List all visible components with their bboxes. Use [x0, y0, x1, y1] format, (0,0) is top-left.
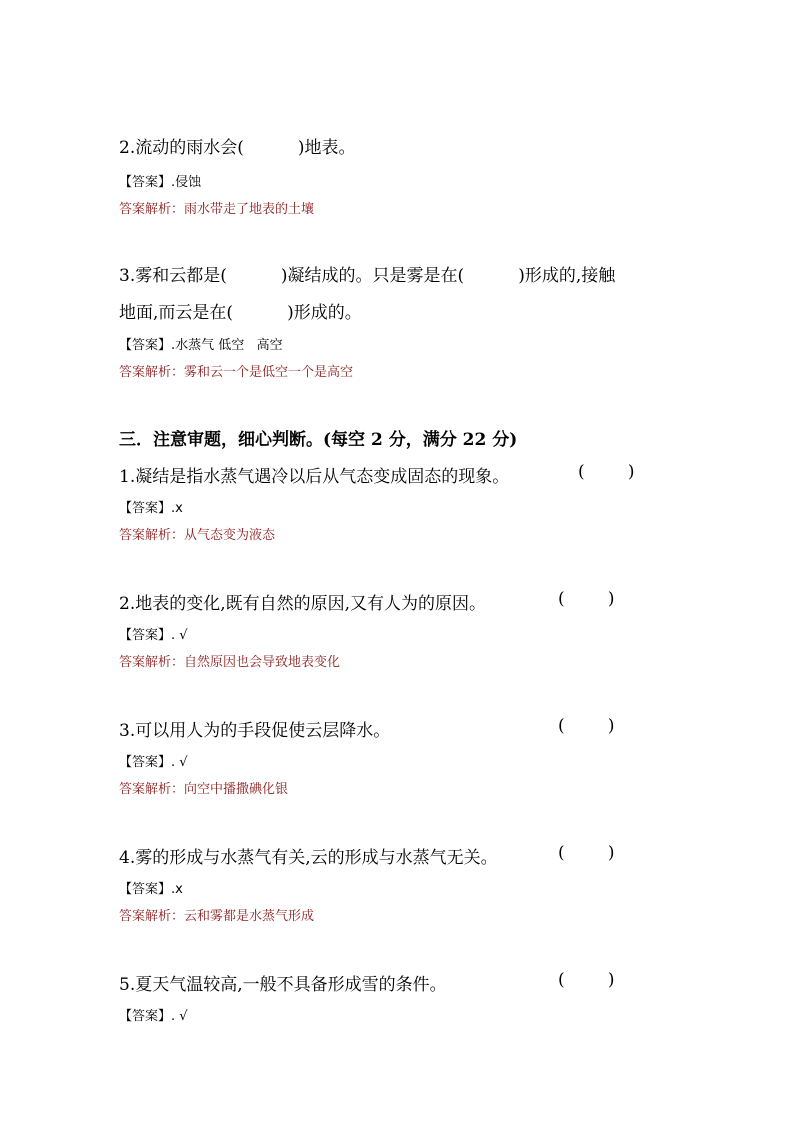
question-2-answer: 【答案】.侵蚀: [119, 175, 202, 190]
question-2-explanation: 答案解析：雨水带走了地表的土壤: [119, 202, 315, 217]
judge-2-answer: 【答案】. √: [119, 628, 188, 643]
judge-3-text: 3.可以用人为的手段促使云层降水。: [119, 721, 391, 741]
judge-4-blank: ( ): [558, 843, 615, 863]
question-3-explanation: 答案解析：雾和云一个是低空一个是高空: [119, 365, 354, 380]
question-3-text-line2: 地面,而云是在( )形成的。: [119, 303, 362, 323]
judge-1-blank: ( ): [578, 462, 635, 482]
judge-5-text: 5.夏天气温较高,一般不具备形成雪的条件。: [119, 975, 447, 995]
judge-5-answer: 【答案】. √: [119, 1009, 188, 1024]
judge-3-explanation: 答案解析：向空中播撒碘化银: [119, 782, 289, 797]
section-3-title: 三．注意审题，细心判断。(每空 2 分，满分 22 分): [119, 430, 518, 450]
judge-1-text: 1.凝结是指水蒸气遇冷以后从气态变成固态的现象。: [119, 467, 510, 487]
judge-4-explanation: 答案解析：云和雾都是水蒸气形成: [119, 909, 315, 924]
question-2-text: 2.流动的雨水会( )地表。: [119, 138, 356, 158]
judge-5-blank: ( ): [558, 970, 615, 990]
judge-3-blank: ( ): [558, 716, 615, 736]
judge-2-blank: ( ): [558, 589, 615, 609]
question-3-text-line1: 3.雾和云都是( )凝结成的。只是雾是在( )形成的,接触: [119, 266, 616, 286]
judge-3-answer: 【答案】. √: [119, 755, 188, 770]
question-3-answer: 【答案】.水蒸气 低空 高空: [119, 338, 283, 353]
judge-1-explanation: 答案解析：从气态变为液态: [119, 528, 276, 543]
judge-1-answer: 【答案】.x: [119, 501, 183, 516]
judge-4-text: 4.雾的形成与水蒸气有关,云的形成与水蒸气无关。: [119, 848, 498, 868]
judge-4-answer: 【答案】.x: [119, 882, 183, 897]
judge-2-text: 2.地表的变化,既有自然的原因,又有人为的原因。: [119, 594, 487, 614]
judge-2-explanation: 答案解析：自然原因也会导致地表变化: [119, 655, 341, 670]
